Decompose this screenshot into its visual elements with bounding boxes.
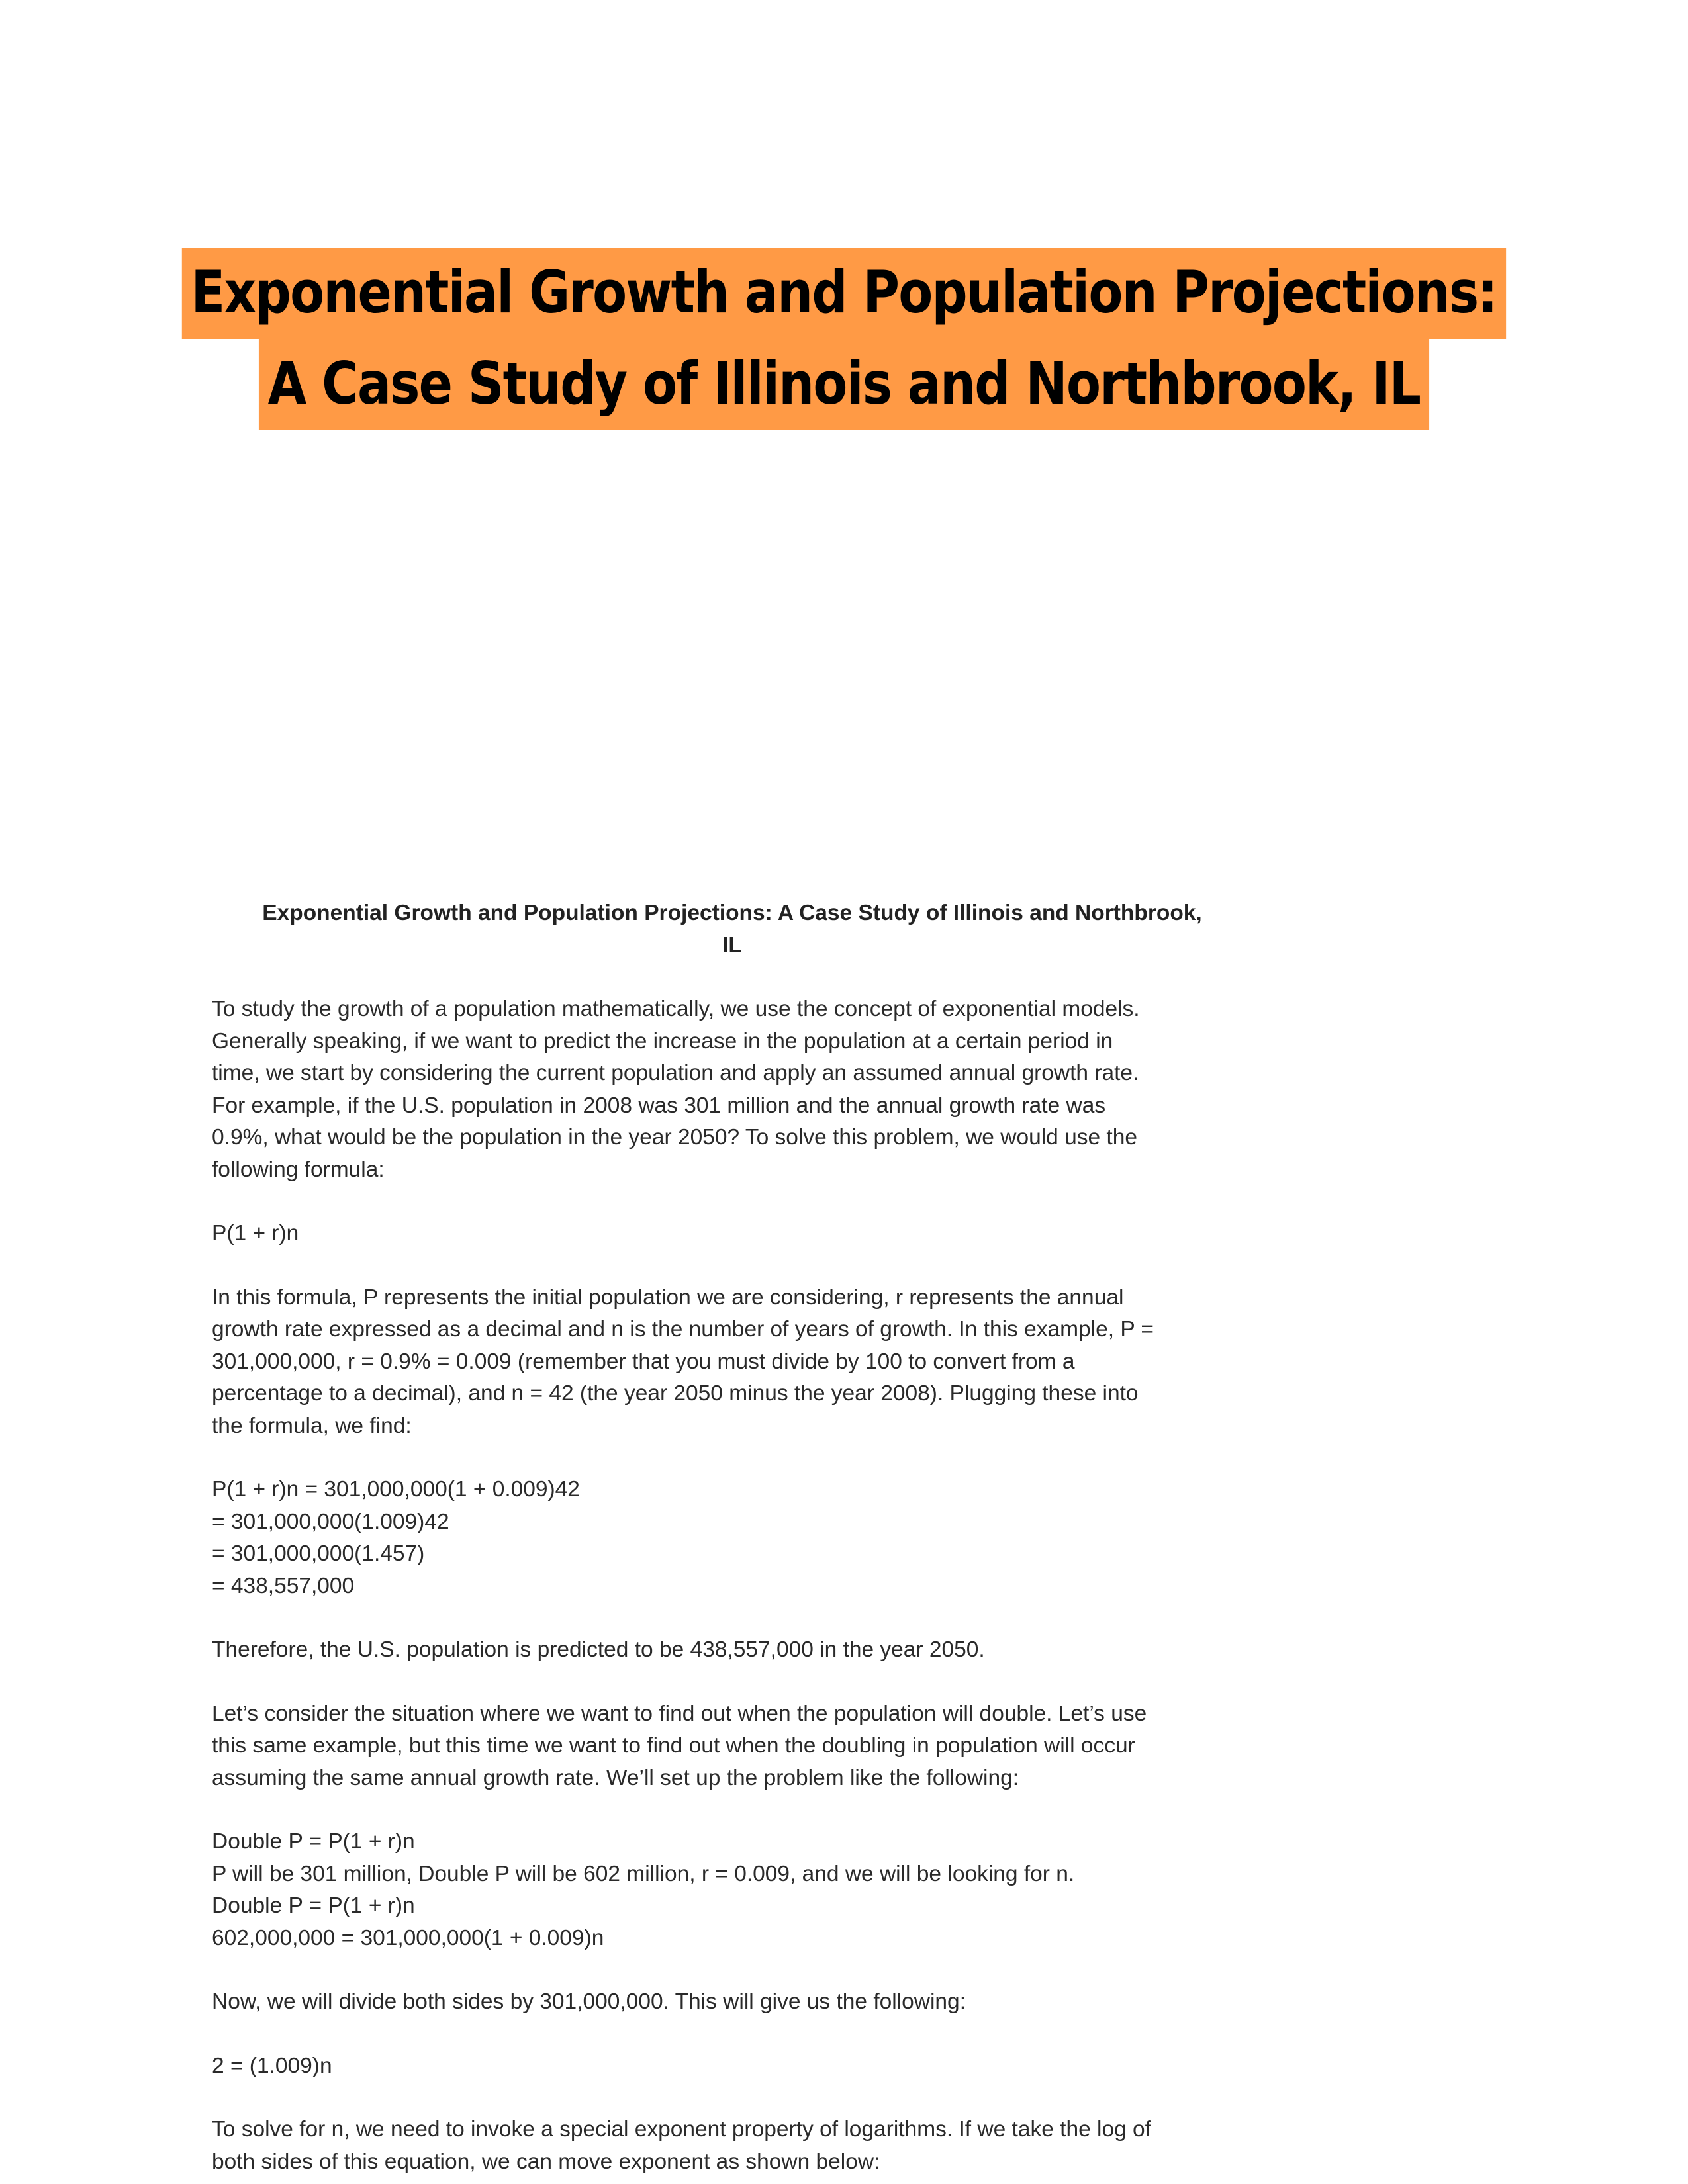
setup-line: Double P = P(1 + r)n [212,1829,415,1854]
document-title-line-2: IL [722,933,742,958]
calc-line: = 438,557,000 [212,1573,355,1598]
text-line: the formula, we find: [212,1413,412,1438]
banner-title-line-1: Exponential Growth and Population Projections: [182,248,1506,339]
paragraph-doubling [212,1698,1252,1795]
text-line: To solve for n, we need to invoke a special exponent property of logarithms. If we take the log of [212,2117,1151,2142]
text-line: this same example, but this time we want to find out when the doubling in population will occur [212,1733,1135,1758]
paragraph-divide: Now, we will divide both sides by 301,000,000. This will give us the following: [212,1989,966,2014]
setup-line: P will be 301 million, Double P will be 602 million, r = 0.009, and we will be looking for n. [212,1861,1075,1886]
text-line: For example, if the U.S. population in 2008 was 301 million and the annual growth rate was [212,1093,1106,1118]
calc-line: = 301,000,000(1.009)42 [212,1509,449,1534]
text-line: To study the growth of a population mathematically, we use the concept of exponential models. [212,997,1140,1021]
text-line: 0.9%, what would be the population in the year 2050? To solve this problem, we would use the [212,1125,1137,1150]
text-line: growth rate expressed as a decimal and n is the number of years of growth. In this example, P = [212,1317,1154,1342]
text-line: 301,000,000, r = 0.9% = 0.009 (remember that you must divide by 100 to convert from a [212,1349,1075,1374]
title-banner [0,248,1688,430]
formula-doubling: 2 = (1.009)n [212,2053,332,2078]
setup-line: Double P = P(1 + r)n [212,1893,415,1918]
text-line: following formula: [212,1157,385,1182]
formula-growth: P(1 + r)n [212,1221,299,1246]
text-line: In this formula, P represents the initial population we are considering, r represents the annual [212,1285,1124,1310]
calculation-block [212,1474,1252,1602]
document-title-line-1: Exponential Growth and Population Projections: A Case Study of Illinois and Northbrook, [262,901,1202,925]
paragraph-conclusion: Therefore, the U.S. population is predicted to be 438,557,000 in the year 2050. [212,1637,985,1662]
setup-block [212,1826,1252,1954]
text-line: time, we start by considering the current population and apply an assumed annual growth rate. [212,1061,1139,1085]
setup-line: 602,000,000 = 301,000,000(1 + 0.009)n [212,1925,604,1950]
text-line: percentage to a decimal), and n = 42 (the year 2050 minus the year 2008). Plugging these into [212,1381,1139,1406]
calc-line: = 301,000,000(1.457) [212,1541,425,1566]
paragraph-formula-explanation [212,1282,1252,1443]
banner-title-line-2: A Case Study of Illinois and Northbrook, IL [259,339,1429,430]
paragraph-logarithms [212,2114,1252,2178]
text-line: assuming the same annual growth rate. We’ll set up the problem like the following: [212,1765,1019,1790]
document-body [212,897,1252,2178]
text-line: Let’s consider the situation where we want to find out when the population will double. Let’s use [212,1701,1147,1726]
text-line: Generally speaking, if we want to predict the increase in the population at a certain period in [212,1028,1113,1054]
text-line: both sides of this equation, we can move exponent as shown below: [212,2149,880,2174]
paragraph-intro [212,993,1252,1186]
calc-line: P(1 + r)n = 301,000,000(1 + 0.009)42 [212,1477,580,1502]
